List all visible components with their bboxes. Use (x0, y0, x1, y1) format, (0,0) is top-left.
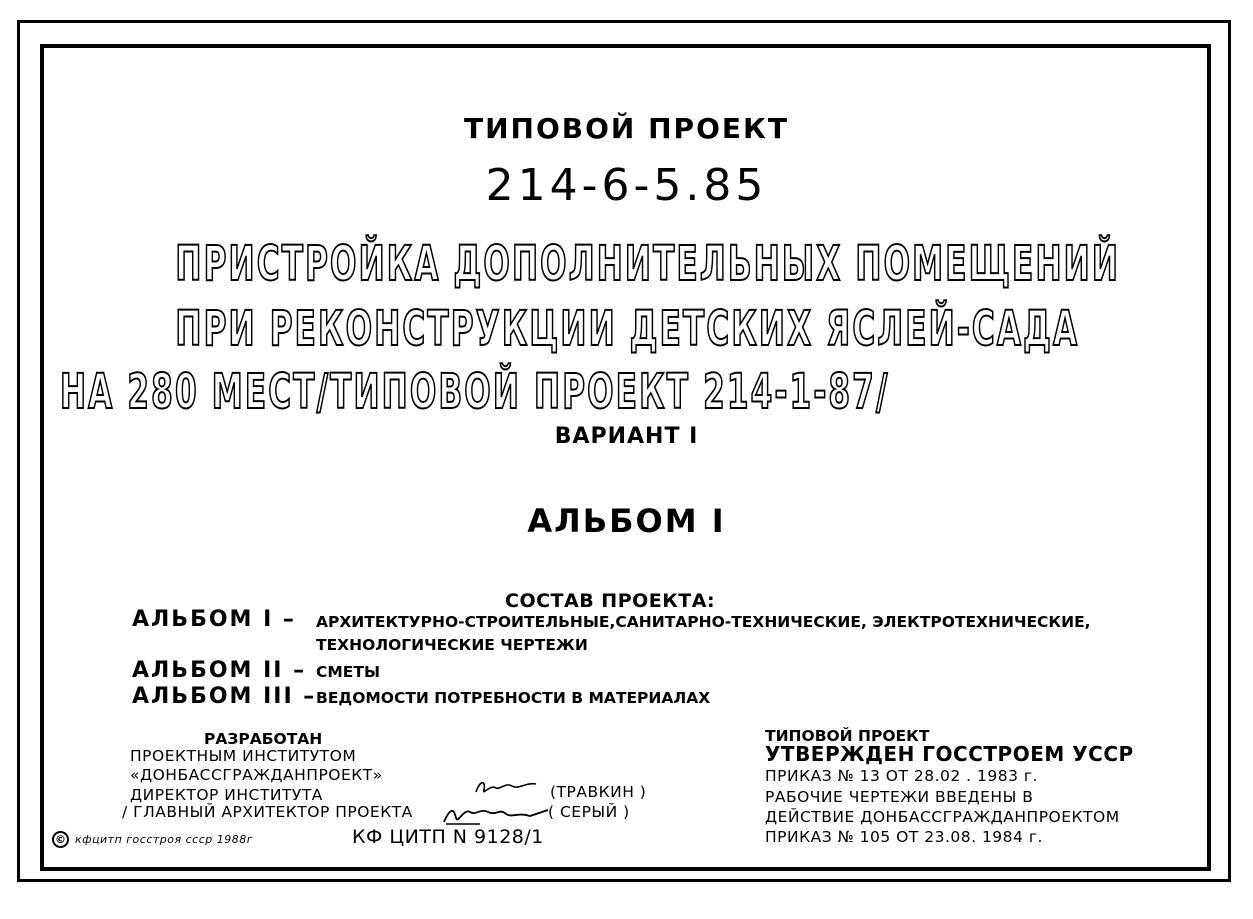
approval-line-4: РАБОЧИЕ ЧЕРТЕЖИ ВВЕДЕНЫ В (765, 788, 1034, 806)
developer-name-2: ( СЕРЫЙ ) (548, 803, 630, 821)
approval-line-3: ПРИКАЗ № 13 ОТ 28.02 . 1983 г. (765, 767, 1038, 785)
developer-line-3: ДИРЕКТОР ИНСТИТУТА (130, 786, 323, 804)
developer-name-1: (ТРАВКИН ) (550, 783, 647, 801)
composition-item-3-text: ВЕДОМОСТИ ПОТРЕБНОСТИ В МАТЕРИАЛАХ (316, 689, 711, 707)
composition-item-1-text-cont: ТЕХНОЛОГИЧЕСКИЕ ЧЕРТЕЖИ (316, 636, 588, 654)
approval-line-2: УТВЕРЖДЕН ГОССТРОЕМ УССР (765, 742, 1134, 766)
developer-line-2: «ДОНБАССГРАЖДАНПРОЕКТ» (130, 766, 383, 784)
developer-line-4: / ГЛАВНЫЙ АРХИТЕКТОР ПРОЕКТА (122, 803, 413, 821)
composition-item-1-text: АРХИТЕКТУРНО-СТРОИТЕЛЬНЫЕ,САНИТАРНО-ТЕХНИЧЕСКИЕ, ЭЛЕКТРОТЕХНИЧЕСКИЕ, (316, 613, 1091, 631)
registration-number: КФ ЦИТП N 9128/1 (352, 826, 544, 848)
project-number: 214-6-5.85 (485, 160, 768, 211)
composition-item-2-text: СМЕТЫ (316, 663, 381, 681)
title-line-2: ПРИ РЕКОНСТРУКЦИИ ДЕТСКИХ ЯСЛЕЙ-САДА (175, 301, 1080, 357)
approval-line-6: ПРИКАЗ № 105 ОТ 23.08. 1984 г. (765, 828, 1043, 846)
project-type-label: ТИПОВОЙ ПРОЕКТ (464, 112, 789, 145)
composition-item-1-label: АЛЬБОМ I – (132, 607, 296, 632)
signature-icon (440, 778, 552, 828)
composition-heading: СОСТАВ ПРОЕКТА: (505, 590, 716, 612)
approval-line-5: ДЕЙСТВИЕ ДОНБАССГРАЖДАНПРОЕКТОМ (765, 808, 1120, 826)
title-line-1: ПРИСТРОЙКА ДОПОЛНИТЕЛЬНЫХ ПОМЕЩЕНИЙ (175, 236, 1121, 292)
composition-item-2-label: АЛЬБОМ II – (132, 658, 307, 683)
composition-item-3-label: АЛЬБОМ III – (132, 684, 317, 709)
variant-label: ВАРИАНТ I (554, 424, 699, 449)
copyright-text: кфцитп госстроя ссср 1988г (75, 833, 254, 846)
approval-line-1: ТИПОВОЙ ПРОЕКТ (765, 727, 930, 745)
developer-line-1: ПРОЕКТНЫМ ИНСТИТУТОМ (130, 747, 357, 765)
album-label: АЛЬБОМ I (527, 502, 726, 540)
copyright-icon: © (52, 831, 69, 848)
developer-heading: РАЗРАБОТАН (204, 730, 323, 748)
title-line-3: НА 280 МЕСТ/ТИПОВОЙ ПРОЕКТ 214-1-87/ (60, 364, 890, 420)
